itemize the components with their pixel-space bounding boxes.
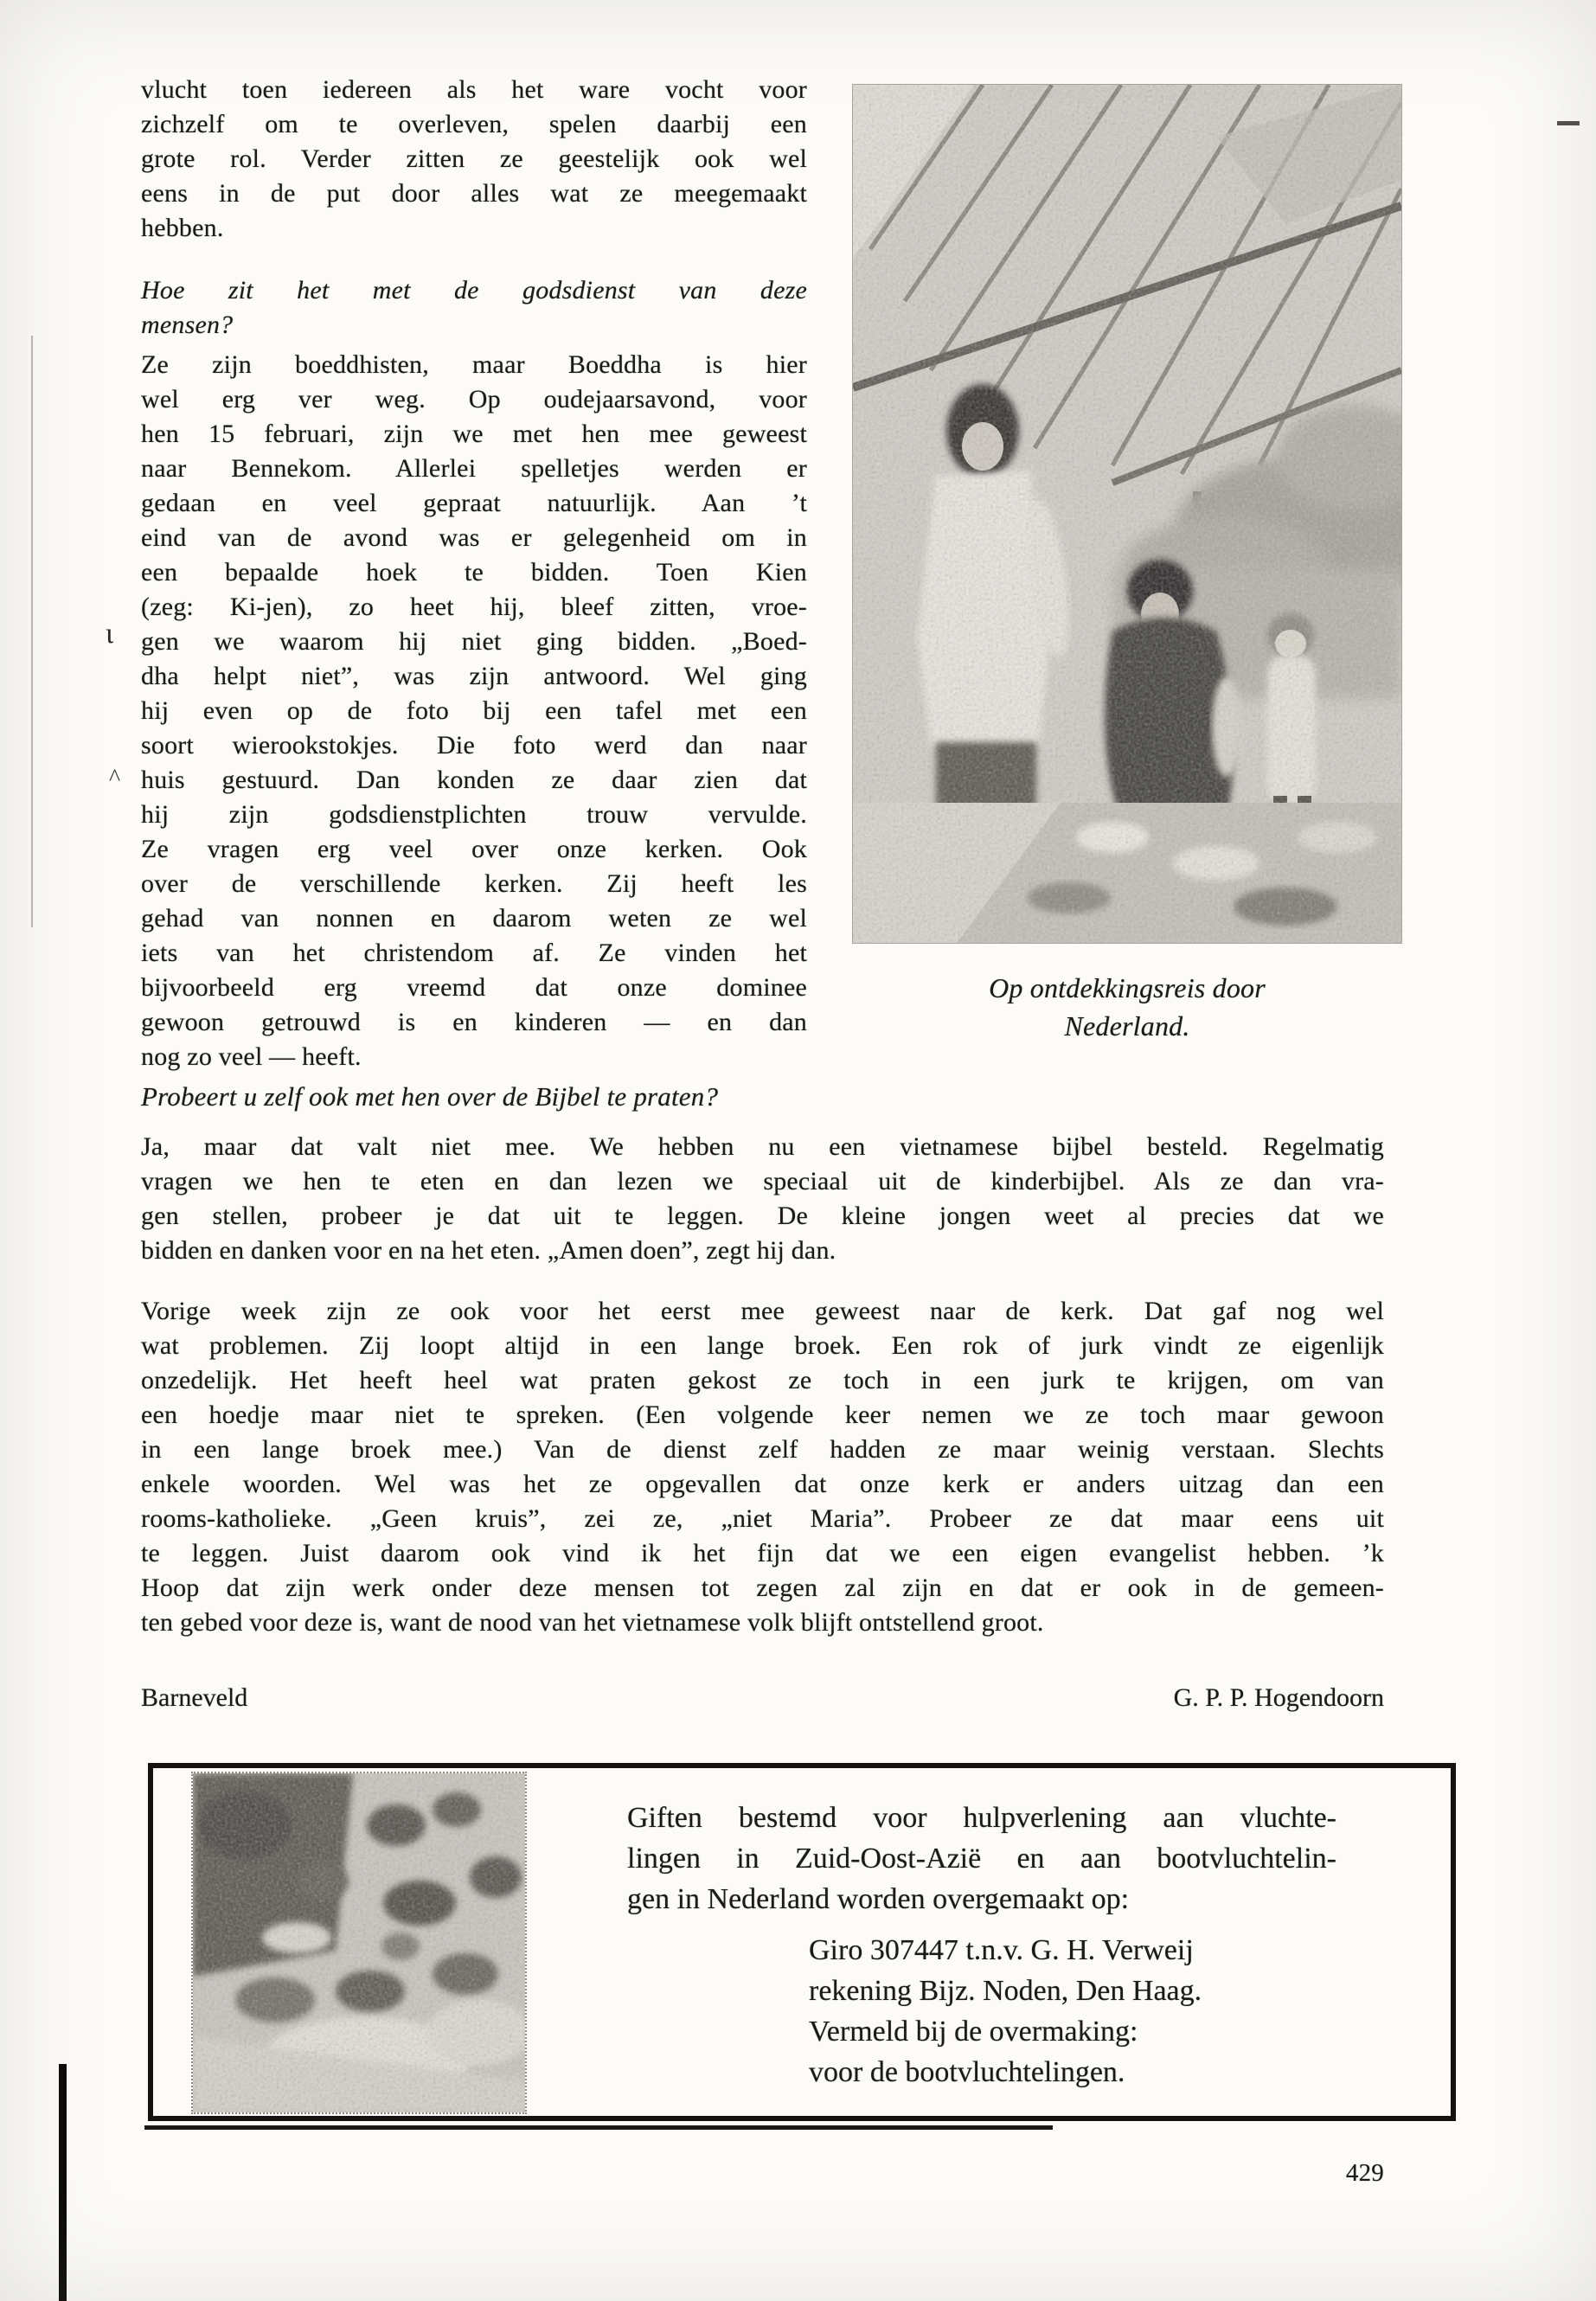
- text-line: nog zo veel — heeft.: [141, 1042, 362, 1071]
- text-line: gen in Nederland worden overgemaakt op:: [627, 1883, 1130, 1915]
- page-number: 429: [1345, 2159, 1384, 2187]
- paragraph-intro: [141, 73, 807, 246]
- text-line: in een lange broek mee.) Van de dienst zelf hadden ze maar weinig verstaan. Slechts: [141, 1435, 1384, 1464]
- text-line: rekening Bijz. Noden, Den Haag.: [809, 1975, 1202, 2007]
- text-line: hij zijn godsdienstplichten trouw vervulde.: [141, 800, 807, 829]
- text-line: vlucht toen iedereen als het ware vocht voor: [141, 75, 807, 104]
- scan-edge-bar: [59, 2064, 67, 2301]
- film-grain-overlay: [193, 1773, 525, 2112]
- text-line: Nederland.: [1064, 1010, 1190, 1042]
- text-line: over de verschillende kerken. Zij heeft les: [141, 869, 807, 898]
- text-line: gehad van nonnen en daarom weten ze wel: [141, 904, 807, 933]
- text-line: zichzelf om te overleven, spelen daarbij een: [141, 110, 807, 138]
- donation-giro-lines: [809, 1930, 1336, 2093]
- question-bijbel: Probeert u zelf ook met hen over de Bijbel te praten?: [141, 1081, 719, 1112]
- text-line: een hoedje maar niet te spreken. (Een volgende keer nemen we ze toch maar gewoon: [141, 1400, 1384, 1429]
- film-grain-overlay: [853, 85, 1401, 943]
- text-line: bijvoorbeeld erg vreemd dat onze dominee: [141, 973, 807, 1002]
- text-line: dha helpt niet”, was zijn antwoord. Wel ging: [141, 662, 807, 690]
- text-line: te leggen. Juist daarom ook vind ik het fijn dat we een eigen evangelist hebben. ’k: [141, 1539, 1384, 1567]
- text-line: Ja, maar dat valt niet mee. We hebben nu een vietnamese bijbel besteld. Regelmatig: [141, 1132, 1384, 1161]
- text-line: lingen in Zuid-Oost-Azië en aan bootvluchtelin-: [627, 1843, 1336, 1875]
- photo-refugee-camp: [193, 1773, 525, 2112]
- text-line: Hoe zit het met de godsdienst van deze: [141, 276, 807, 304]
- text-line: wat problemen. Zij loopt altijd in een lange broek. Een rok of jurk vindt ze eigenlijk: [141, 1331, 1384, 1360]
- paragraph-godsdienst: [141, 348, 807, 1074]
- text-line: iets van het christendom af. Ze vinden het: [141, 939, 807, 967]
- text-line: gewoon getrouwd is en kinderen — en dan: [141, 1008, 807, 1036]
- text-line: Vermeld bij de overmaking:: [809, 2016, 1138, 2048]
- photo-greenhouse-family: [853, 85, 1401, 943]
- text-line: wel erg ver weg. Op oudejaarsavond, voor: [141, 385, 807, 413]
- text-line: bidden en danken voor en na het eten. „Amen doen”, zegt hij dan.: [141, 1236, 836, 1265]
- margin-print-mark: ^: [109, 765, 121, 792]
- donation-text: [627, 1798, 1336, 2093]
- text-line: huis gestuurd. Dan konden ze daar zien dat: [141, 766, 807, 794]
- text-line: vragen we hen te eten en dan lezen we speciaal uit de kinderbijbel. Als ze dan vra-: [141, 1167, 1384, 1195]
- text-line: grote rol. Verder zitten ze geestelijk ook wel: [141, 144, 807, 173]
- text-line: eind van de avond was er gelegenheid om in: [141, 523, 807, 552]
- question-godsdienst: [141, 273, 807, 343]
- text-line: Ze zijn boeddhisten, maar Boeddha is hier: [141, 350, 807, 379]
- photo-caption: [853, 969, 1401, 1045]
- photo-greenhouse-svg: [853, 85, 1401, 943]
- text-line: rooms-katholieke. „Geen kruis”, zei ze, „niet Maria”. Probeer ze dat maar eens uit: [141, 1504, 1384, 1533]
- text-line: soort wierookstokjes. Die foto werd dan naar: [141, 731, 807, 760]
- text-line: Vorige week zijn ze ook voor het eerst mee geweest naar de kerk. Dat gaf nog wel: [141, 1297, 1384, 1325]
- donation-box: [148, 1763, 1456, 2121]
- text-line: ten gebed voor deze is, want de nood van het vietnamese volk blijft ontstellend groot.: [141, 1608, 1044, 1637]
- text-line: naar Bennekom. Allerlei spelletjes werden er: [141, 454, 807, 483]
- text-line: Hoop dat zijn werk onder deze mensen tot zegen zal zijn en dat er ook in de gemeen-: [141, 1574, 1384, 1602]
- text-line: gen we waarom hij niet ging bidden. „Boed-: [141, 627, 807, 656]
- paragraph-kerk: [141, 1294, 1384, 1640]
- text-line: Op ontdekkingsreis door: [989, 972, 1266, 1003]
- text-line: een bepaalde hoek te bidden. Toen Kien: [141, 558, 807, 586]
- text-line: eens in de put door alles wat ze meegemaakt: [141, 179, 807, 208]
- text-line: Giro 307447 t.n.v. G. H. Verweij: [809, 1934, 1194, 1966]
- text-line: gen stellen, probeer je dat uit te leggen. De kleine jongen weet al precies dat we: [141, 1202, 1384, 1230]
- margin-dash-mark: [1557, 121, 1580, 125]
- text-line: onzedelijk. Het heeft heel wat praten gekost ze toch in een jurk te krijgen, om van: [141, 1366, 1384, 1394]
- text-line: hen 15 februari, zijn we met hen mee geweest: [141, 420, 807, 448]
- text-line: Giften bestemd voor hulpverlening aan vluchte-: [627, 1802, 1336, 1834]
- margin-print-mark: ι: [106, 618, 114, 650]
- text-line: (zeg: Ki-jen), zo heet hij, bleef zitten, vroe-: [141, 593, 807, 621]
- signature-place: Barneveld: [141, 1683, 248, 1712]
- donation-lines: [627, 1798, 1336, 1920]
- paragraph-bijbel: [141, 1130, 1384, 1268]
- text-line: Ze vragen erg veel over onze kerken. Ook: [141, 835, 807, 863]
- text-line: voor de bootvluchtelingen.: [809, 2056, 1125, 2088]
- text-line: hebben.: [141, 214, 224, 242]
- signature-row: [141, 1683, 1384, 1713]
- text-line: mensen?: [141, 311, 234, 339]
- text-line: enkele woorden. Wel was het ze opgevallen dat onze kerk er anders uitzag dan een: [141, 1470, 1384, 1498]
- scan-edge-line: [31, 336, 33, 927]
- signature-author: G. P. P. Hogendoorn: [1173, 1683, 1384, 1712]
- text-line: gedaan en veel gepraat natuurlijk. Aan ’t: [141, 489, 807, 517]
- text-line: hij even op de foto bij een tafel met een: [141, 696, 807, 725]
- photo-refugee-camp-svg: [193, 1773, 525, 2112]
